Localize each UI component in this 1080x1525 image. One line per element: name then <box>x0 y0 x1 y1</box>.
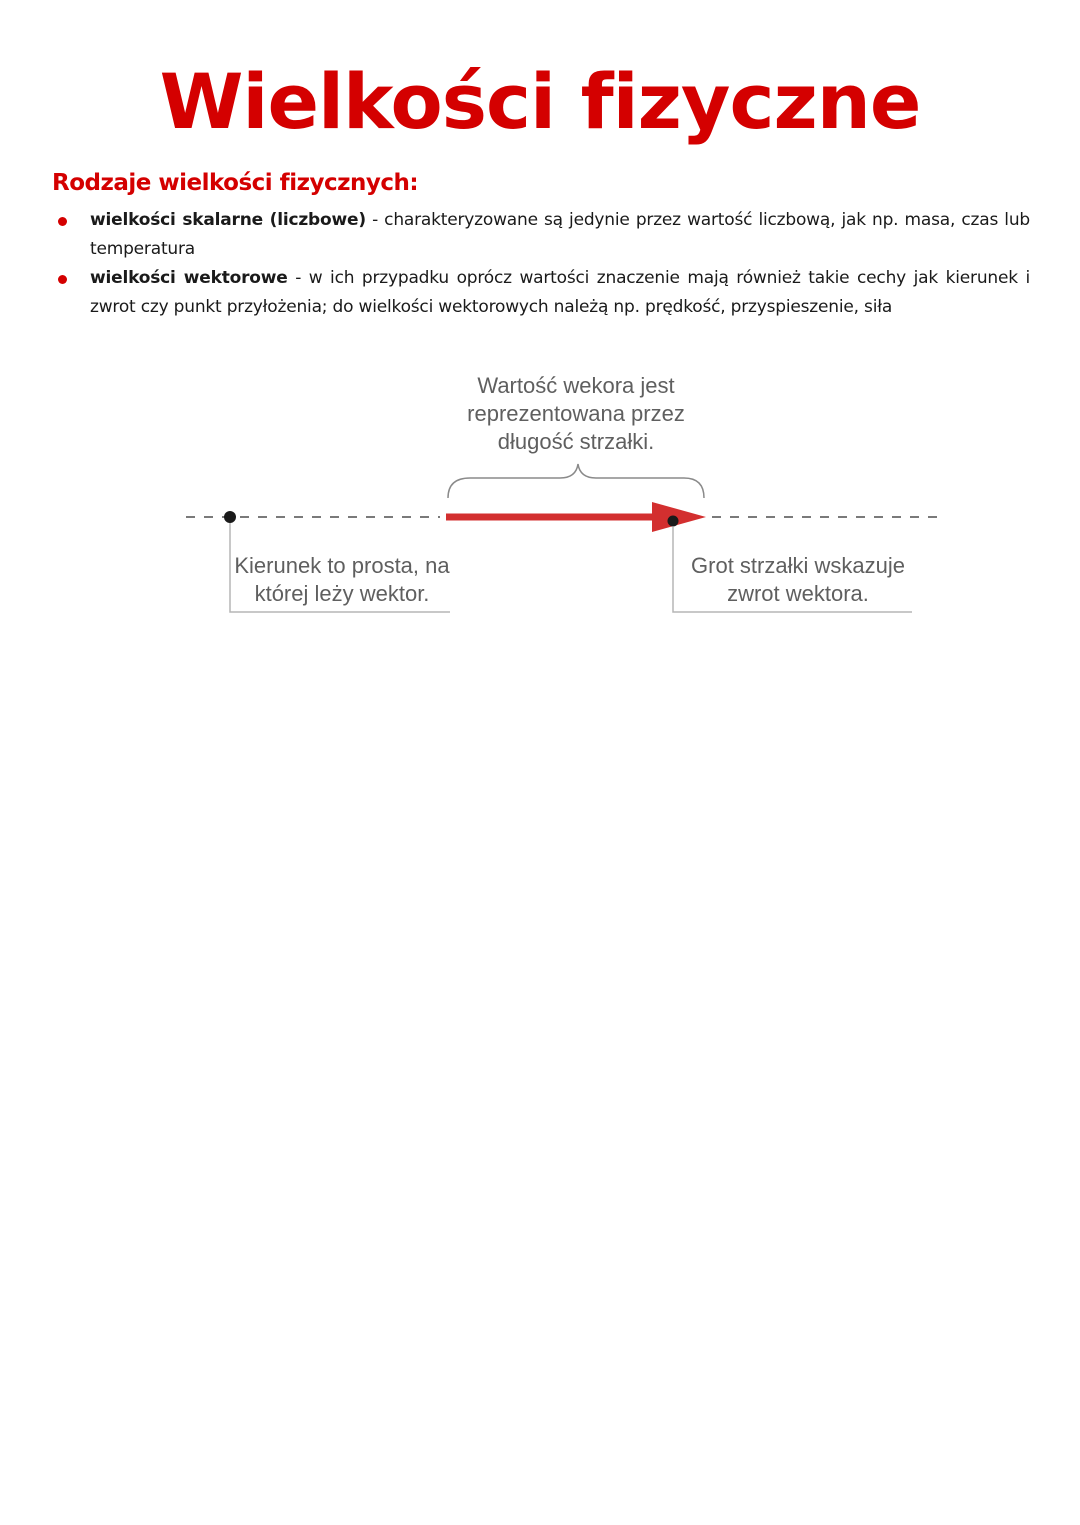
scalar-description: - charakteryzowane są jedynie przez wartość liczbową, jak np. masa, czas lub temperatura <box>90 210 1031 259</box>
length-brace <box>448 464 704 498</box>
list-item-vector <box>52 264 1030 322</box>
page-title: Wielkości fizyczne <box>159 57 921 146</box>
vector-description: - w ich przypadku oprócz wartości znaczenie mają również takie cechy jak kierunek i zwrot czy punkt przyłożenia; do wielkości wektorowych należą np. prędkość, przyspieszenie, siła <box>90 268 1030 317</box>
vector-direction-label: Kierunek to prosta, na której leży wektor. <box>234 553 450 606</box>
vector-arrowhead-icon <box>652 502 706 532</box>
arrow-tip-dot <box>668 516 679 527</box>
bullet-dot-icon <box>58 217 67 226</box>
quantity-types-list <box>52 206 1030 322</box>
vector-term: wielkości wektorowe <box>90 268 288 288</box>
line-point-dot <box>224 511 236 523</box>
vector-sense-label: Grot strzałki wskazuje zwrot wektora. <box>691 553 905 606</box>
bullet-dot-icon <box>58 275 67 284</box>
list-item-scalar <box>52 206 1030 264</box>
vector-value-label: Wartość wekora jest reprezentowana przez długość strzałki. <box>467 373 685 454</box>
section-heading: Rodzaje wielkości fizycznych: <box>52 170 419 196</box>
scalar-term: wielkości skalarne (liczbowe) <box>90 210 366 230</box>
